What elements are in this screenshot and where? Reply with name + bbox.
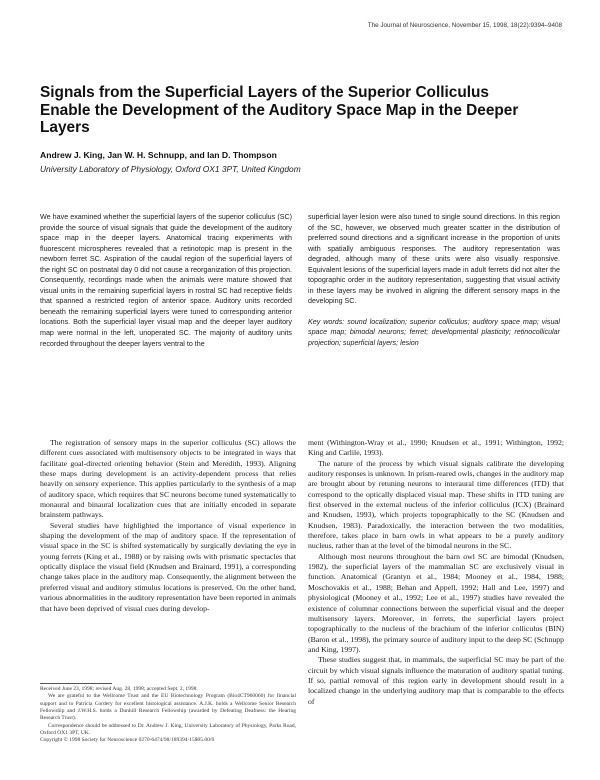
author-list: Andrew J. King, Jan W. H. Schnupp, and Ian D. Thompson (40, 150, 277, 160)
body-left-column (40, 438, 296, 614)
abstract-paragraph: superficial layer lesion were also tuned to single sound directions. In this region of the SC, however, we observed much greater scatter in the distribution of preferred sound directions and a significant increase in the proportion of units with spatially ambiguous responses. The auditory representation was degraded, although many of these units were also visually responsive. Equivalent lesions of the superficial layers made in adult ferrets did not alter the topographic order in the auditory representation, suggesting that visual activity in these layers may be involved in aligning the different sensory maps in the developing SC. (308, 213, 560, 306)
body-paragraph: The registration of sensory maps in the superior colliculus (SC) allows the different cues associated with multisensory objects to be integrated in ways that facilitate goal-directed orienting behavior (Stein and Meredith, 1993). Aligning these maps during development is an activity-dependent process that relies heavily on sensory experience. This applies particularly to the synthesis of a map of auditory space, which requires that SC neurons become tuned systematically to monaural and binaural localization cues that are initially encoded in separate brainstem pathways. (40, 438, 296, 520)
correspondence: Correspondence should be addressed to Dr. Andrew J. King, University Laboratory of Physiology, Parks Road, Oxford OX1 3PT, UK. (40, 722, 296, 737)
abstract-right-column (308, 212, 560, 349)
abstract-left-column (40, 212, 292, 349)
author-affiliation: University Laboratory of Physiology, Oxford OX1 3PT, United Kingdom (40, 164, 301, 174)
copyright: Copyright © 1998 Society for Neuroscience 0270-6474/98/189394-15$05.00/0 (40, 737, 215, 744)
received-dates: Received June 23, 1998; revised Aug. 28, 1998; accepted Sept. 2, 1998. (40, 686, 198, 692)
body-paragraph: The nature of the process by which visual signals calibrate the developing auditory responses is unknown. In prism-reared owls, changes in the auditory map are brought about by retuning neurons to interaural time differences (ITD) that correspond to the optically displaced visual map. These shifts in ITD tuning are first observed in the external nucleus of the inferior colliculus (ICX) (Brainard and Knudsen, 1993), which projects topographically to the SC (Knudsen and Knudsen, 1983). Paradoxically, the interaction between the two modalities, therefore, takes place in barn owls in what appears to be a purely auditory nucleus, rather than at the level of the bimodal neurons in the SC. (308, 458, 564, 551)
footnote-divider (40, 683, 112, 684)
footnotes (40, 686, 296, 745)
body-right-column (308, 438, 564, 707)
acknowledgments: We are grateful to the Wellcome Trust and the EU Biotechnology Program (Bio4CT960060) for financial support and to Patricia Cordery for excellent histological assistance. A.J.K. holds a Wellcome Senior Research Fellowship and J.W.H.S. holds a Dunhill Research Fellowship (awarded by Defeating Deafness: the Hearing Research Trust). (40, 693, 296, 722)
abstract-paragraph: We have examined whether the superficial layers of the superior colliculus (SC) provide the source of visual signals that guide the development of the auditory space map in the deeper layers. Anatomical tracing experiments with fluorescent microspheres revealed that a retinotopic map is present in the newborn ferret SC. Aspiration of the caudal region of the superficial layers of the right SC on postnatal day 0 did not cause a reorganization of this projection. Consequently, recordings made when the animals were mature showed that visual units in the remaining superficial layers in rostral SC had receptive fields that spanned a restricted region of anterior space. Auditory units recorded beneath the remaining superficial layers were tuned to corresponding anterior locations. Both the superficial layer visual map and the deeper layer auditory map were normal in the left, unoperated SC. The majority of auditory units recorded throughout the deeper layers ventral to the (40, 213, 292, 348)
journal-header: The Journal of Neuroscience, November 15, 1998, 18(22):9394–9408 (367, 22, 562, 29)
body-paragraph: These studies suggest that, in mammals, the superficial SC may be part of the circuit by which visual signals influence the maturation of auditory spatial tuning. If so, partial removal of this region early in development should result in a localized change in the underlying auditory map that is comparable to the effects of (308, 655, 564, 706)
body-paragraph: ment (Withington-Wray et al., 1990; Knudsen et al., 1991; Withington, 1992; King and Carlile, 1993). (308, 438, 564, 458)
keywords: Key words: sound localization; superior colliculus; auditory space map; visual space map; bimodal neurons; ferret; developmental plasticity; retinocollicular projection; superficial layers; lesion (308, 317, 560, 348)
body-paragraph: Although most neurons throughout the barn owl SC are bimodal (Knudsen, 1982), the superficial layers of the mammalian SC are exclusively visual in function. Anatomical (Grantyn et al., 1984; Mooney et al., 1984, 1988; Moschovakis et al., 1988; Behan and Appell, 1992; Hall and Lee, 1997) and physiological (Mooney et al., 1992; Lee et al., 1997) studies have revealed the existence of columnar connections between the superficial visual and the deeper multisensory layers. Moreover, in ferrets, the superficial layers project topographically to the nucleus of the brachium of the inferior colliculus (BIN) (Baron et al., 1998), the primary source of auditory input to the deep SC (Schnupp and King, 1997). (308, 551, 564, 654)
article-title: Signals from the Superficial Layers of the Superior Colliculus Enable the Development of the Auditory Space Map in the Deeper Layers (40, 84, 519, 136)
body-paragraph: Several studies have highlighted the importance of visual experience in shaping the development of the map of auditory space. If the representation of visual space in the SC is shifted systematically by surgically deviating the eye in young ferrets (King et al., 1988) or by raising owls with prismatic spectacles that optically displace the visual field (Knudsen and Brainard, 1991), a corresponding change takes place in the auditory map. Consequently, the alignment between the preferred visual and auditory stimulus locations is preserved. On the other hand, various abnormalities in the auditory representation have been reported in animals that have been deprived of visual cues during develop- (40, 520, 296, 613)
